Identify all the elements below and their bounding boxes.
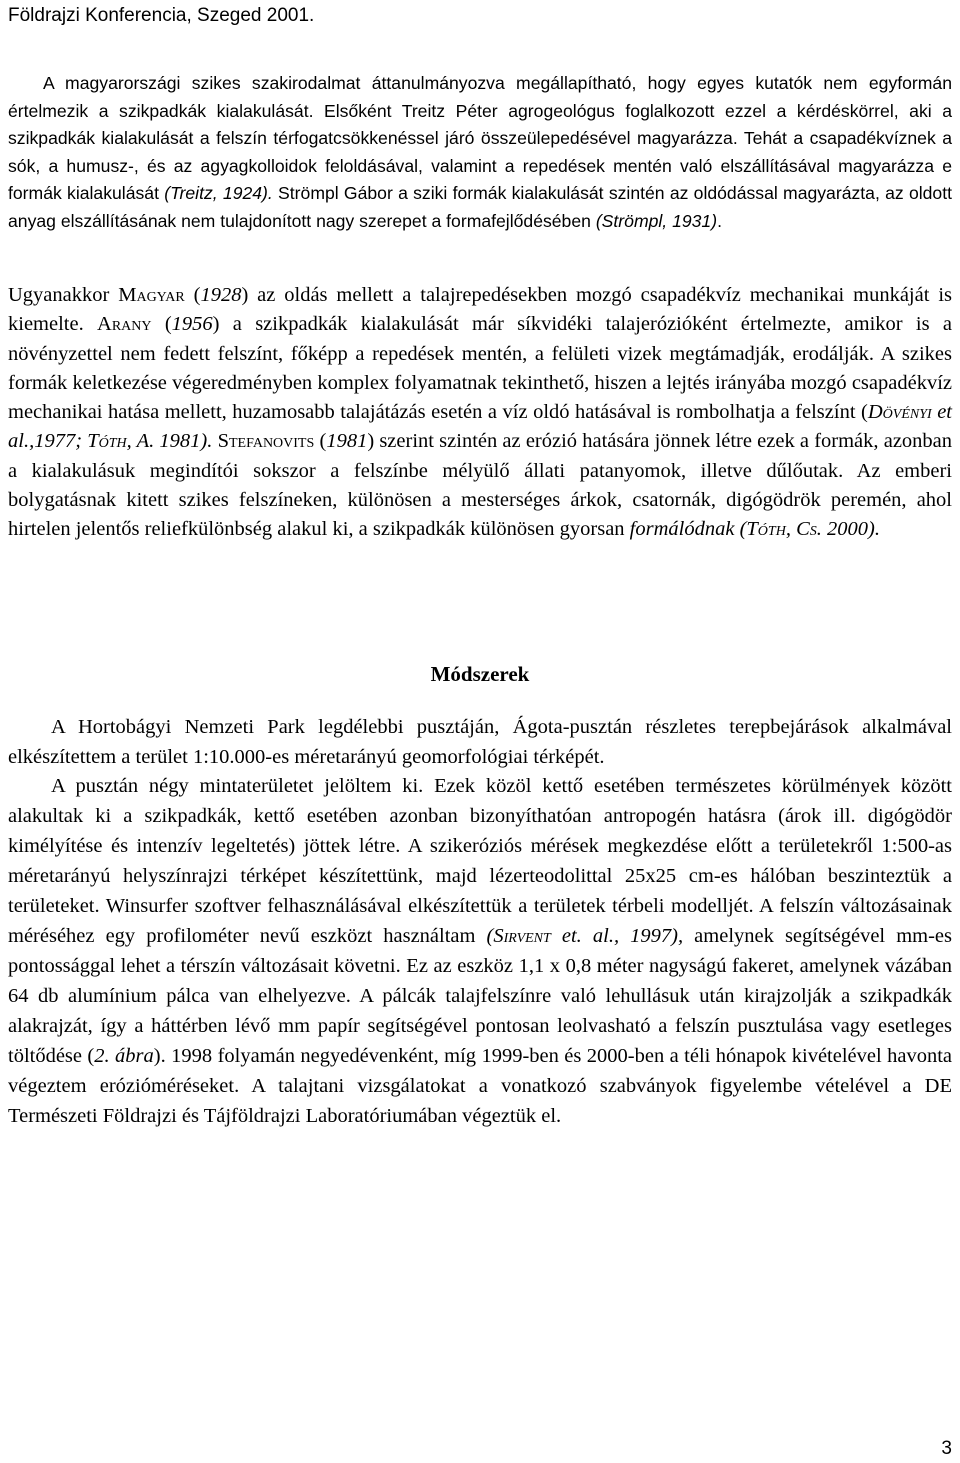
section-heading: Módszerek [430, 662, 530, 686]
year-magyar: 1928 [200, 284, 242, 306]
lit-text-f: et al.,1977; [8, 401, 952, 453]
year-stefanovits: 1981 [326, 430, 368, 453]
intro-text-1: A magyarországi szikes szakirodalmat áttanulmányozva megállapítható, hogy egyes kutatók nem egyformán értelmezik a szikpadkák kialakulását. Elsőként Treitz Péter agrogeológus foglalkozott ezzel a kérdéskörrel, aki a szikpadkák kialakulását a felszín térfogatcsökkenéssel járó összeülepedésével magyarázza. Tehát a csapadékvíznek a sók, a humusz-, és az agyagkolloidok feloldásával, valamint a repedések mentén való elszállításával magyarázza e formák kialakulását [8, 73, 952, 203]
lit-text-h: ( [314, 430, 327, 453]
intro-paragraph [8, 70, 952, 235]
lit-text-a: Ugyanakkor [8, 284, 119, 306]
literature-paragraph [8, 281, 952, 544]
citation-sirvent-rest: et. al., 1997), [550, 925, 684, 947]
page-number: 3 [941, 1438, 952, 1459]
lit-text-i: ) szerint szintén az erózió hatására jönnek létre ezek a formák, azonban a kialakulásuk megindítói sokszor a felszínbe mélyülő állati patanyomok, illetve dűlőutak. Az emberi bolygatásnak kitett szikes felszíneken, különösen a mesterséges árkok, csatornák, digógödrök peremén, ahol hirtelen jelentős reliefkülönbség alakul ki, a szikpadkák különösen gyorsan [8, 430, 953, 540]
italic-formalodnak: formálódnak ( [629, 518, 747, 540]
methods-paragraph-2 [8, 771, 952, 1131]
figure-reference: 2. ábra [94, 1045, 154, 1067]
methods-text-a: A pusztán négy mintaterületet jelöltem ki. Ezek közöl kettő esetében természetes körülmények között alakultak ki a szikpadkák, kettő esetében azonban bizonyíthatóan antropogén hatásra (árok ill. digógödör kimélyítése és intenzív legeltetés) jöttek létre. A szikeróziós mérések megkezdése előtt a területekről 1:500-as méretarányú helyszínrajzi térképet készítettünk, majd lézerteodolittal 25x25 cm-es hálóban beszinteztük a területeket. Winsurfer szoftver felhasználásával elkészítettük a területek térbeli modelljét. A felszín változásainak méréséhez egy profilométer nevű eszközt használtam [8, 775, 952, 947]
lit-text-g: 1981). [154, 430, 218, 453]
lit-text-e: ) a szikpadkák kialakulását már síkvidéki talajerózióként értelmezte, amikor is a növényzettel nem fedett felszínt, főképp a repedések mentén, a felületi vizek megtámadják, erodálják. A szikes formák keletkezése végeredményben komplex folyamatnak tekinthető, hiszen a lejtés irányába mozgó csapadékvíz mechanikai hatása mellett, huzamosabb talajátázás esetén a víz oldó hatásával is rombolhatja a felszínt ( [8, 313, 952, 423]
methods-text-c: ). 1998 folyamán negyedévenként, míg 1999-ben és 2000-ben a téli hónapok kivételével havonta végeztem erózióméréseket. A talajtani vizsgálatokat a vonatkozó szabványok figyelembe vételével a DE Természeti Földrajzi és Tájföldrajzi Laboratóriumában végeztük el. [8, 1045, 952, 1127]
lit-text-b: ( [184, 284, 201, 306]
lit-text-c: ) az oldás mellett a talajrepedésekben mozgó csapadékvíz mechanikai munkáját is kiemelte. [8, 284, 952, 336]
citation-treitz: (Treitz, 1924). [164, 183, 273, 203]
author-doveny: Dövényi [867, 401, 932, 423]
intro-text-3: . [717, 210, 722, 231]
author-arany: Arany [97, 313, 152, 336]
citation-open: ( [486, 925, 494, 947]
author-toth-cs: Tóth, Cs. [746, 518, 822, 540]
citation-strompl: (Strömpl, 1931) [595, 210, 718, 231]
year-arany: 1956 [171, 313, 213, 336]
running-header: Földrajzi Konferencia, Szeged 2001. [8, 5, 315, 26]
lit-text-j: 2000). [821, 518, 880, 540]
methods-paragraph-1: A Hortobágyi Nemzeti Park legdélebbi pusztáján, Ágota-pusztán részletes terepbejárások alkalmával elkészítettem a terület 1:10.000-es méretarányú geomorfológiai térképét. [8, 716, 952, 768]
lit-text-d: ( [151, 313, 172, 336]
author-toth-a: Tóth, A. [87, 430, 155, 453]
author-magyar: Magyar [118, 284, 185, 306]
author-stefanovits: Stefanovits [217, 430, 315, 453]
author-sirvent: Sirvent [493, 925, 551, 947]
intro-text-2: Strömpl Gábor a sziki formák kialakulását szintén az oldódással magyarázta, az oldott anyag elszállításának nem tulajdonított nagy szerepet a formafejlődésében [8, 183, 952, 231]
methods-text-b: amelynek segítségével mm-es pontossággal lehet a térszín változásait követni. Ez az eszköz 1,1 x 0,8 méter nagyságú fakeret, amelynek vázában 64 db alumínium pálca van elhelyezve. A pálcák talajfelszínre való lehullásuk után kirajzolják a szikpadkák alakrajzát, így a háttérben lévő mm papír segítségével pontosan leolvasható a felszín pusztulása vagy esetleges töltődése ( [8, 925, 952, 1067]
